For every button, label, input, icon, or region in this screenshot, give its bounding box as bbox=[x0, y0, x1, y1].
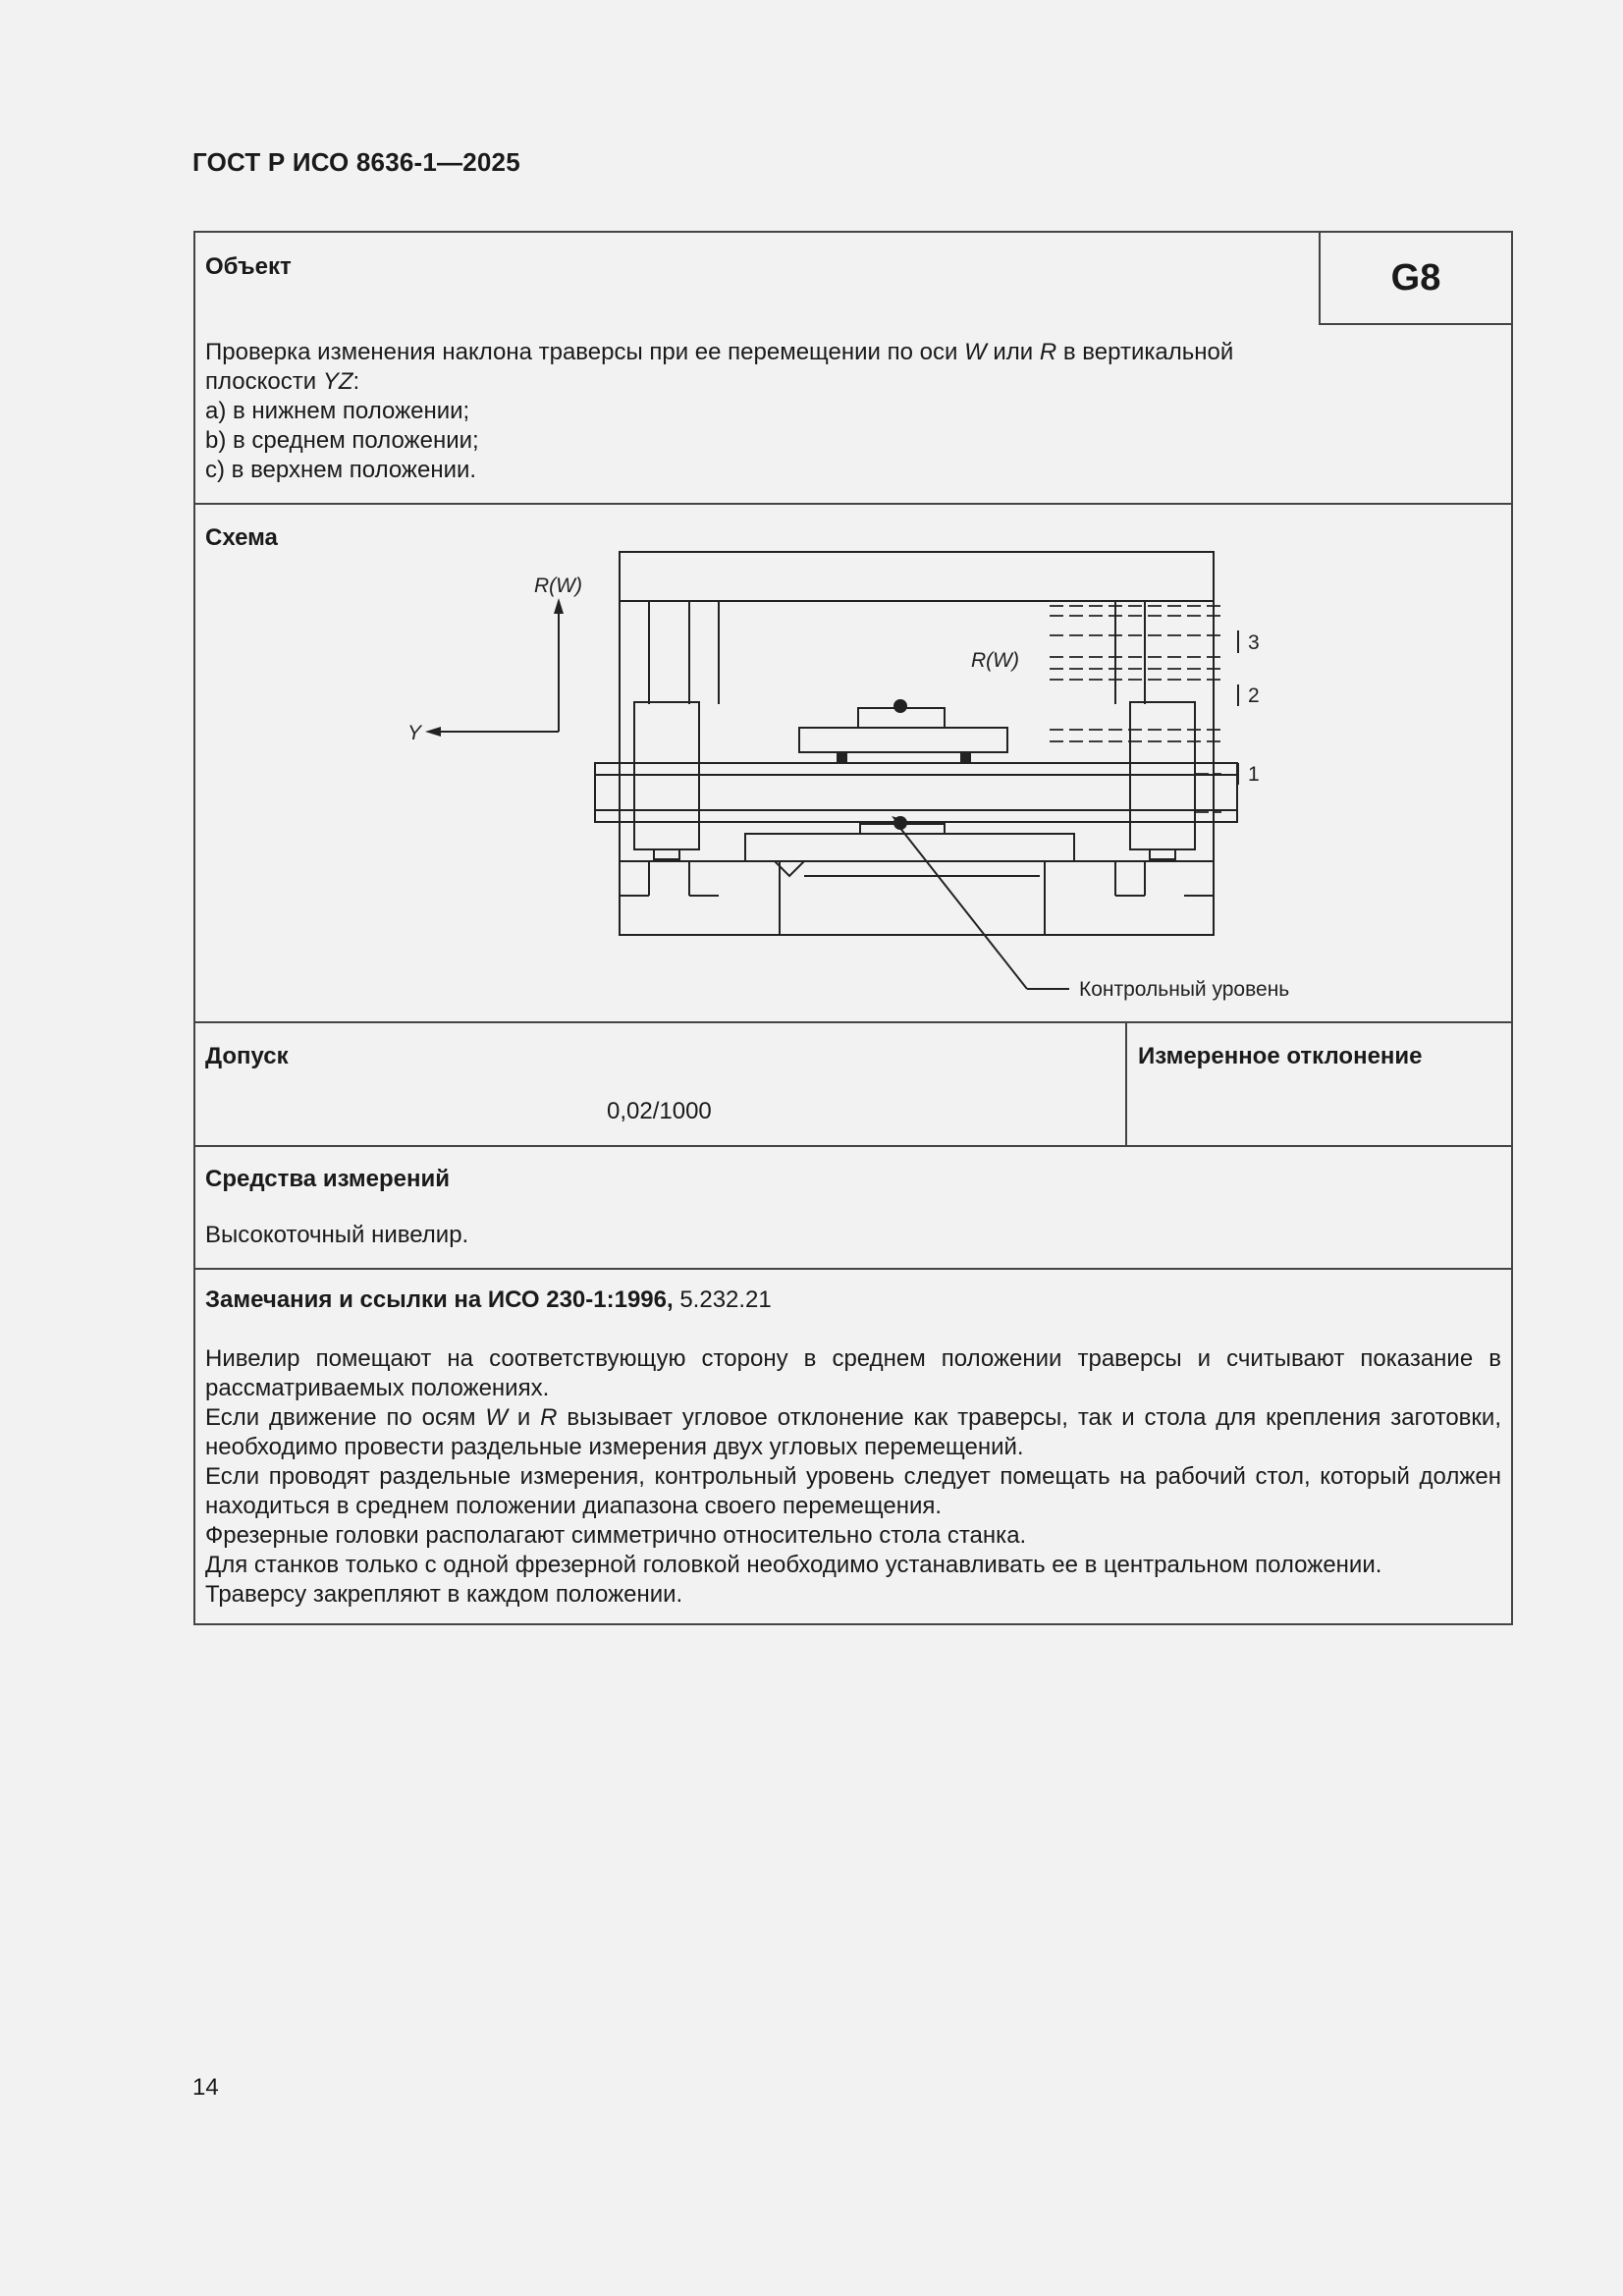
axis-rw-label: R(W) bbox=[534, 574, 582, 597]
remarks-paragraph: Нивелир помещают на соответствующую сторону в среднем положении траверсы и считывают показание в рассматриваемых положениях. bbox=[205, 1345, 1501, 1401]
callout-label: Контрольный уровень bbox=[1079, 978, 1290, 1001]
axis-y-label: Y bbox=[407, 722, 422, 744]
object-item-b: b) в среднем положении; bbox=[205, 427, 479, 454]
remarks-paragraph: Если движение по осям W и R вызывает угловое отклонение как траверсы, так и стола для крепления заготовки, необходимо провести раздельные измерения двух угловых перемещений. bbox=[205, 1404, 1502, 1460]
position-2-label: 2 bbox=[1248, 684, 1260, 707]
divider bbox=[195, 1021, 1511, 1023]
position-3-label: 3 bbox=[1248, 631, 1260, 654]
tolerance-label: Допуск bbox=[205, 1043, 289, 1069]
instruments-value: Высокоточный нивелир. bbox=[205, 1222, 469, 1248]
divider bbox=[1125, 1021, 1127, 1146]
object-description: Проверка изменения наклона траверсы при ее перемещении по оси W или R в вертикальной плоскости YZ: a) в нижнем положении; b) в среднем положении; c) в верхнем положении. bbox=[205, 338, 1511, 485]
position-1-label: 1 bbox=[1248, 763, 1260, 786]
test-card bbox=[193, 231, 1513, 1625]
remarks-paragraph: Для станков только с одной фрезерной головкой необходимо устанавливать ее в центральном положении. bbox=[205, 1552, 1382, 1578]
remarks-heading: Замечания и ссылки на ИСО 230-1:1996, 5.232.21 bbox=[205, 1286, 772, 1313]
remarks-body bbox=[205, 1344, 1501, 1610]
scheme-label: Схема bbox=[205, 524, 278, 551]
object-item-c: c) в верхнем положении. bbox=[205, 457, 477, 483]
test-code: G8 bbox=[1319, 231, 1513, 325]
object-label: Объект bbox=[205, 253, 292, 280]
divider bbox=[195, 1145, 1511, 1147]
remarks-paragraph: Траверсу закрепляют в каждом положении. bbox=[205, 1581, 683, 1608]
object-item-a: a) в нижнем положении; bbox=[205, 398, 470, 424]
document-header: ГОСТ Р ИСО 8636-1—2025 bbox=[192, 147, 520, 177]
remarks-paragraph: Фрезерные головки располагают симметрично относительно стола станка. bbox=[205, 1522, 1027, 1549]
divider bbox=[195, 1268, 1511, 1270]
remarks-paragraph: Если проводят раздельные измерения, контрольный уровень следует помещать на рабочий стол, который должен находиться в среднем положении диапазона своего перемещения. bbox=[205, 1463, 1501, 1519]
inner-rw-label: R(W) bbox=[971, 649, 1019, 672]
measured-deviation-label: Измеренное отклонение bbox=[1138, 1043, 1423, 1069]
tolerance-value: 0,02/1000 bbox=[607, 1098, 712, 1124]
instruments-label: Средства измерений bbox=[205, 1166, 451, 1192]
page-number: 14 bbox=[192, 2074, 219, 2101]
